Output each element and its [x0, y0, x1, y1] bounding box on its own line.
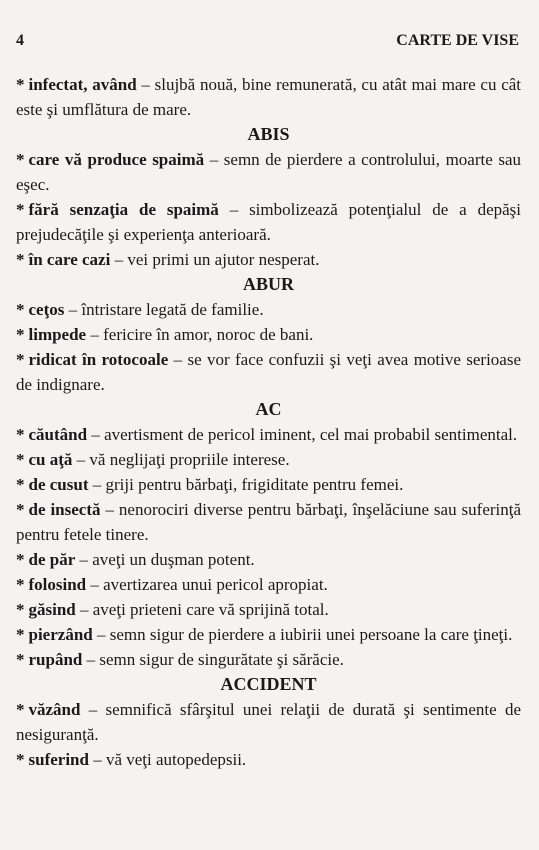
- asterisk-bullet-icon: *: [16, 350, 25, 369]
- dream-entry: [16, 72, 521, 122]
- entry-term: infectat, având: [28, 75, 137, 94]
- entry-dash: –: [114, 250, 124, 269]
- entry-meaning: aveţi prieteni care vă sprijină total.: [92, 600, 329, 619]
- entry-meaning: vei primi un ajutor nesperat.: [127, 250, 320, 269]
- entry-term: de cusut: [28, 475, 89, 494]
- dream-entry: [16, 147, 521, 197]
- dream-entry: [16, 622, 521, 647]
- entry-meaning: semn de pierdere a controlului, moarte sau eşec.: [16, 150, 521, 194]
- entry-meaning: simbolizează potenţialul de a depăşi prejudecăţile şi experienţa anterioară.: [16, 200, 521, 244]
- dream-entry: [16, 747, 521, 772]
- entry-dash: –: [229, 200, 239, 219]
- entry-term: suferind: [28, 750, 89, 769]
- asterisk-bullet-icon: *: [16, 475, 25, 494]
- dream-entry: [16, 472, 521, 497]
- asterisk-bullet-icon: *: [16, 200, 25, 219]
- entry-dash: –: [86, 650, 96, 669]
- entry-dash: –: [91, 425, 100, 444]
- asterisk-bullet-icon: *: [16, 325, 25, 344]
- entry-dash: –: [105, 500, 114, 519]
- page-number: 4: [16, 32, 24, 49]
- asterisk-bullet-icon: *: [16, 625, 25, 644]
- asterisk-bullet-icon: *: [16, 650, 25, 669]
- dream-entry: [16, 422, 521, 447]
- dream-entry: [16, 497, 521, 547]
- dream-entry: [16, 197, 521, 247]
- entry-term: care vă produce spaimă: [28, 150, 205, 169]
- book-title: CARTE DE VISE: [396, 32, 519, 49]
- entry-meaning: aveţi un duşman potent.: [92, 550, 255, 569]
- dream-entry: [16, 297, 521, 322]
- entry-dash: –: [68, 300, 78, 319]
- entry-term: limpede: [28, 325, 87, 344]
- asterisk-bullet-icon: *: [16, 700, 25, 719]
- entry-meaning: slujbă nouă, bine remunerată, cu atât mai mare cu cât este şi umflătura de mare.: [16, 75, 522, 119]
- entry-term: în care cazi: [28, 250, 111, 269]
- entry-dash: –: [209, 150, 219, 169]
- dream-entry: [16, 247, 521, 272]
- entry-term: cu aţă: [28, 450, 73, 469]
- dream-entry: [16, 647, 521, 672]
- dream-entry: [16, 447, 521, 472]
- dream-entry: [16, 572, 521, 597]
- section-heading: AC: [255, 399, 282, 419]
- entry-meaning: se vor face confuzii şi veţi avea motive serioase de indignare.: [16, 350, 522, 394]
- asterisk-bullet-icon: *: [16, 750, 25, 769]
- entry-dash: –: [90, 575, 99, 594]
- entry-term: de insectă: [28, 500, 101, 519]
- asterisk-bullet-icon: *: [16, 450, 25, 469]
- entry-meaning: semn sigur de pierdere a iubirii unei persoane la care ţineţi.: [109, 625, 513, 644]
- entry-meaning: fericire în amor, noroc de bani.: [103, 325, 314, 344]
- entry-term: ridicat în rotocoale: [28, 350, 169, 369]
- entry-meaning: nenorociri diverse pentru bărbaţi, înşelăciune sau suferinţă pentru fetele tinere.: [16, 500, 522, 544]
- asterisk-bullet-icon: *: [16, 575, 25, 594]
- entry-term: fără senzaţia de spaimă: [28, 200, 219, 219]
- entry-meaning: vă veţi autopedepsii.: [105, 750, 247, 769]
- entry-meaning: întristare legată de familie.: [81, 300, 264, 319]
- page-header: [16, 32, 519, 50]
- entry-term: de păr: [28, 550, 76, 569]
- entry-dash: –: [141, 75, 150, 94]
- asterisk-bullet-icon: *: [16, 300, 25, 319]
- entry-dash: –: [92, 475, 102, 494]
- entry-dash: –: [76, 450, 86, 469]
- entry-dash: –: [80, 600, 89, 619]
- asterisk-bullet-icon: *: [16, 150, 25, 169]
- entry-term: rupând: [28, 650, 83, 669]
- entry-term: ceţos: [28, 300, 65, 319]
- page-content: [16, 72, 521, 772]
- entry-dash: –: [79, 550, 88, 569]
- entry-meaning: semnifică sfârşitul unei relaţii de durată şi sentimente de nesiguranţă.: [16, 700, 522, 744]
- entry-meaning: semn sigur de singurătate şi sărăcie.: [99, 650, 344, 669]
- dream-entry: [16, 597, 521, 622]
- entry-term: găsind: [28, 600, 76, 619]
- section-heading: ACCIDENT: [220, 674, 317, 694]
- dream-entry: [16, 322, 521, 347]
- section-heading: ABIS: [247, 124, 290, 144]
- asterisk-bullet-icon: *: [16, 75, 25, 94]
- entry-meaning: avertisment de pericol iminent, cel mai probabil sentimental.: [104, 425, 518, 444]
- entry-dash: –: [88, 700, 98, 719]
- entry-term: văzând: [28, 700, 81, 719]
- entry-term: pierzând: [28, 625, 93, 644]
- entry-dash: –: [173, 350, 183, 369]
- entry-dash: –: [90, 325, 99, 344]
- dream-entry: [16, 347, 521, 397]
- entry-meaning: avertizarea unui pericol apropiat.: [103, 575, 328, 594]
- asterisk-bullet-icon: *: [16, 500, 25, 519]
- asterisk-bullet-icon: *: [16, 600, 25, 619]
- entry-dash: –: [93, 750, 102, 769]
- entry-meaning: griji pentru bărbaţi, frigiditate pentru femei.: [105, 475, 404, 494]
- section-heading: ABUR: [242, 274, 294, 294]
- entry-dash: –: [96, 625, 106, 644]
- entry-term: folosind: [28, 575, 87, 594]
- asterisk-bullet-icon: *: [16, 550, 25, 569]
- asterisk-bullet-icon: *: [16, 425, 25, 444]
- entry-term: căutând: [28, 425, 88, 444]
- asterisk-bullet-icon: *: [16, 250, 25, 269]
- entry-meaning: vă neglijaţi propriile interese.: [89, 450, 290, 469]
- dream-entry: [16, 697, 521, 747]
- dream-entry: [16, 547, 521, 572]
